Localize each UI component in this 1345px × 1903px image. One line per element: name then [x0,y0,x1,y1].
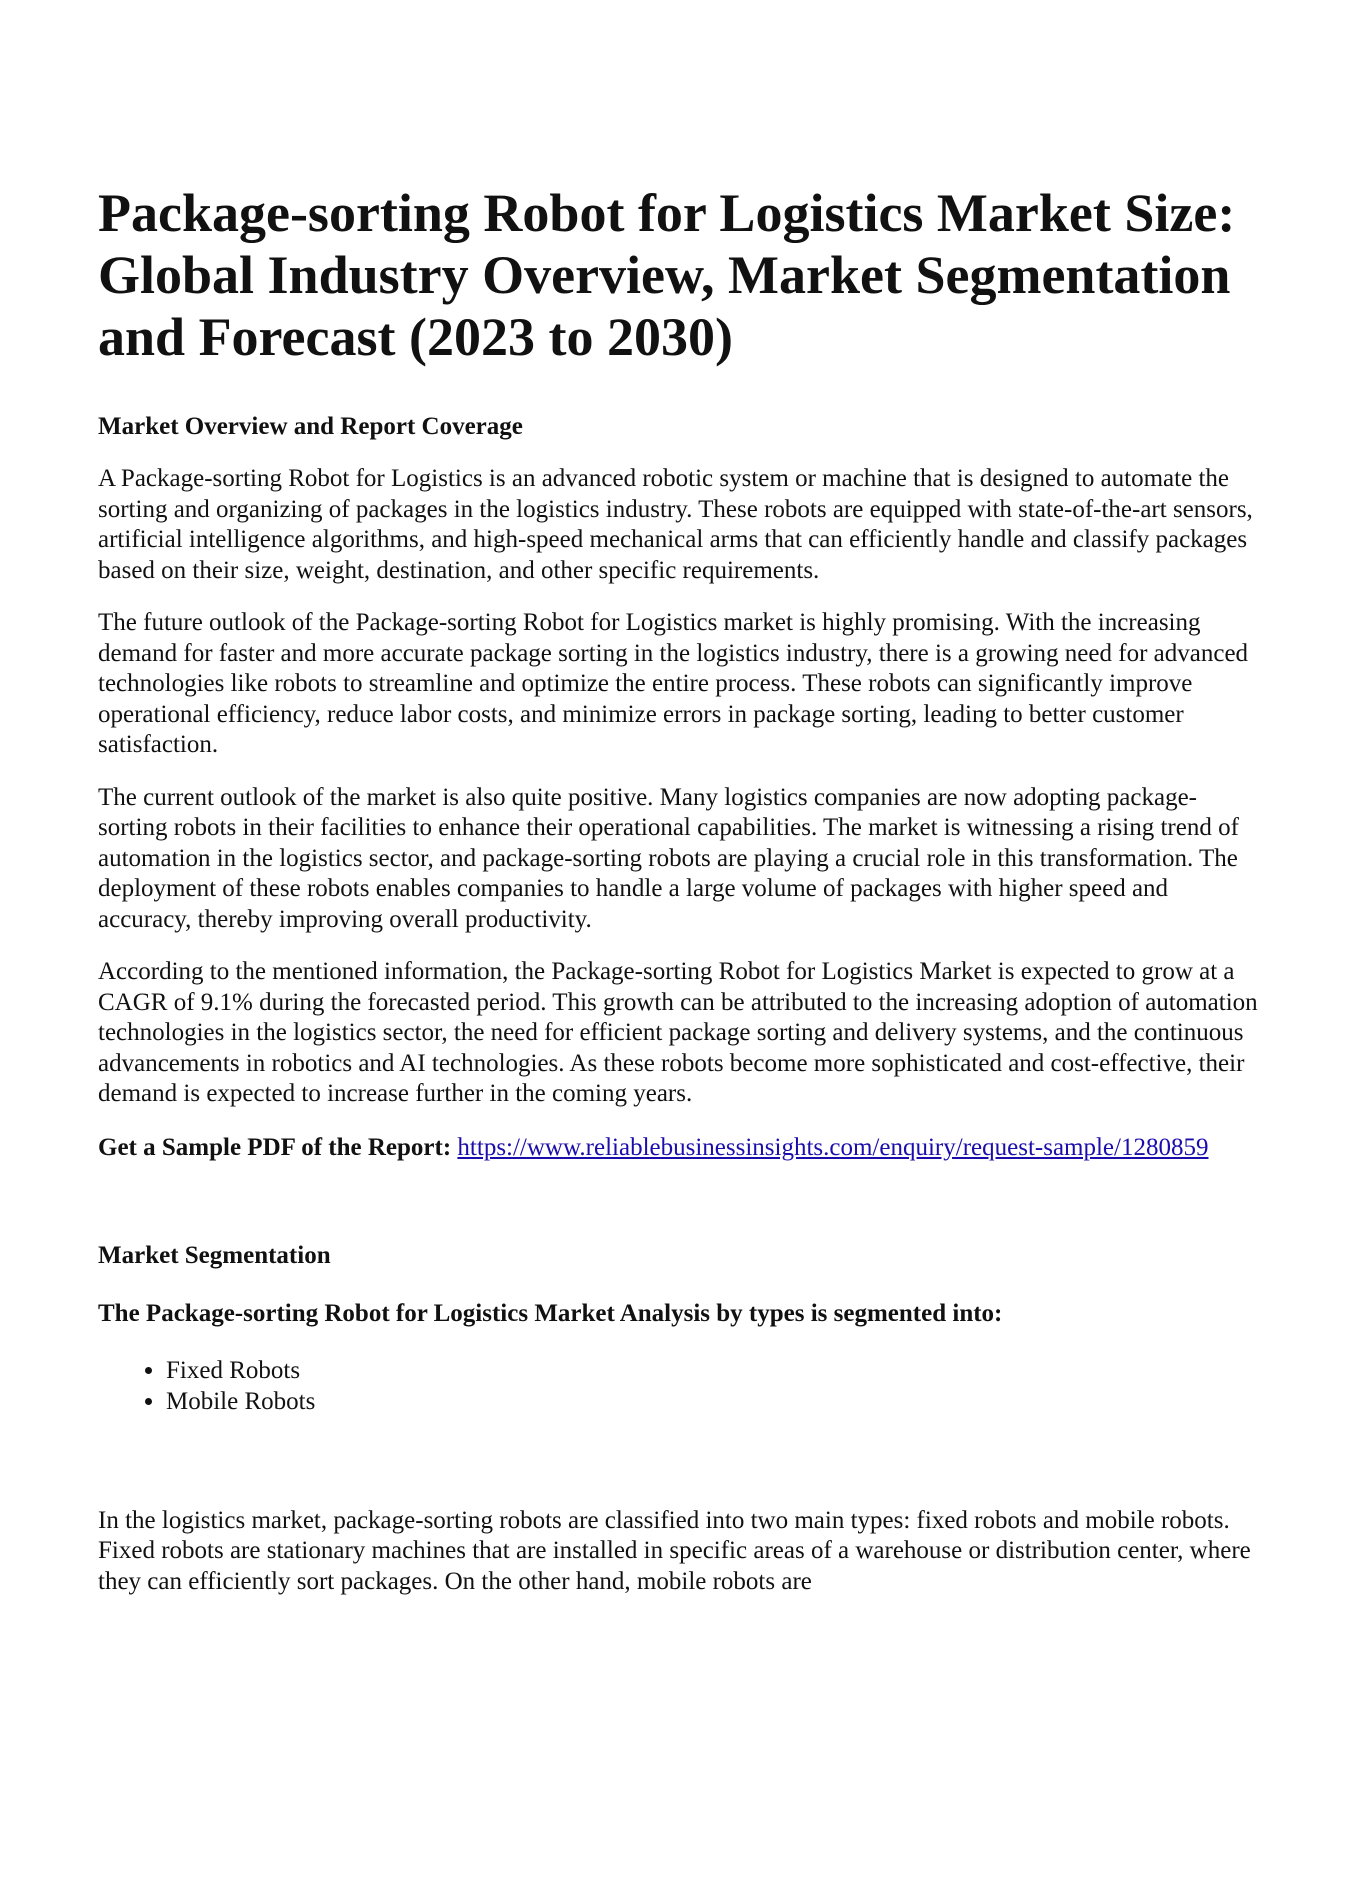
paragraph-definition: A Package-sorting Robot for Logistics is an advanced robotic system or machine that is designed to automate the sorting and organizing of packages in the logistics industry. These robots are equipped with state-of-the-art sensors, artificial intelligence algorithms, and high-speed mechanical arms that can efficiently handle and classify packages based on their size, weight, destination, and other specific requirements. [98,465,1253,584]
segmentation-heading: Market Segmentation [98,1241,331,1269]
paragraph-future-outlook: The future outlook of the Package-sorting Robot for Logistics market is highly promising. With the increasing demand for faster and more accurate package sorting in the logistics industry, there is a growing need for advanced technologies like robots to streamline and optimize the entire process. These robots can significantly improve operational efficiency, reduce labor costs, and minimize errors in package sorting, leading to better customer satisfaction. [98,609,1249,758]
sample-pdf-label: Get a Sample PDF of the Report: [98,1133,452,1161]
paragraph-cagr: According to the mentioned information, the Package-sorting Robot for Logistics Market is expected to grow at a CAGR of 9.1% during the forecasted period. This growth can be attributed to the increasing adoption of automation technologies in the logistics sector, the need for efficient package sorting and delivery systems, and the continuous advancements in robotics and AI technologies. As these robots become more sophisticated and cost-effective, their demand is expected to increase further in the coming years. [98,958,1258,1107]
list-item: • Mobile Robots [166,1386,1258,1417]
sample-pdf-link[interactable]: https://www.reliablebusinessinsights.com/enquiry/request-sample/1280859 [457,1133,1209,1161]
paragraph-types: In the logistics market, package-sorting robots are classified into two main types: fixed robots and mobile robots. Fixed robots are stationary machines that are installed in specific areas of a warehouse or distribution center, where they can efficiently sort packages. On the other hand, mobile robots are [98,1506,1251,1595]
document-page [98,182,1258,1597]
paragraph-current-outlook: The current outlook of the market is also quite positive. Many logistics companies are now adopting package-sorting robots in their facilities to enhance their operational capabilities. The market is witnessing a rising trend of automation in the logistics sector, and package-sorting robots are playing a crucial role in this transformation. The deployment of these robots enables companies to handle a large volume of packages with higher speed and accuracy, thereby improving overall productivity. [98,783,1239,933]
page-title: Package-sorting Robot for Logistics Market Size: Global Industry Overview, Market Segmentation and Forecast (2023 to 2030) [98,183,1236,367]
overview-heading: Market Overview and Report Coverage [98,413,523,440]
list-item: • Fixed Robots [166,1355,1258,1386]
types-list [98,1355,1258,1417]
sample-pdf-line [98,1132,1258,1163]
types-heading: The Package-sorting Robot for Logistics Market Analysis by types is segmented into: [98,1299,1003,1327]
